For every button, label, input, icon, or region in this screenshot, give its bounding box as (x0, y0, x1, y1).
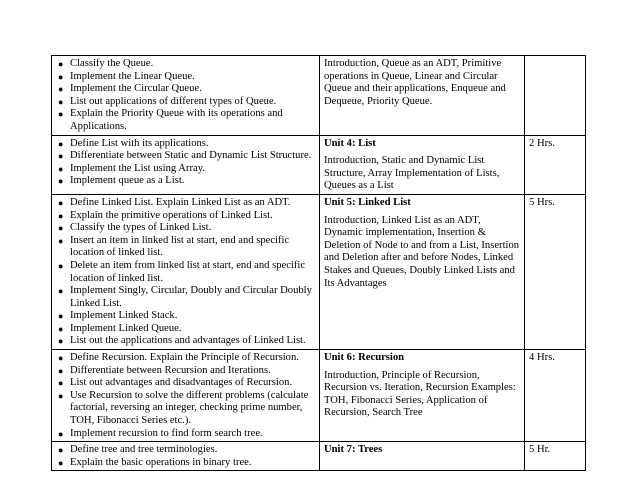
bullet-icon: ● (58, 311, 64, 322)
bullet-icon: ● (58, 428, 64, 439)
bullet-icon: ● (58, 365, 64, 376)
bullet-icon: ● (58, 336, 64, 347)
objectives-cell (52, 350, 320, 442)
objective-text: Define List with its applications. (70, 137, 209, 149)
objective-text: Implement recursion to find form search tree. (70, 427, 263, 439)
unit-content: Introduction, Linked List as an ADT, Dynamic implementation, Insertion & Deletion of Node to and from a List, Insertion and Deletion after and before Nodes, Linked Stakes and Queues, Doubly Linked Lists and Its Advantages (324, 214, 520, 289)
objectives-list (56, 58, 315, 134)
objectives-list (56, 138, 315, 188)
objective-text: Implement Linked Queue. (70, 322, 182, 334)
list-item (56, 323, 315, 336)
objective-text: Classify the types of Linked List. (70, 222, 212, 234)
table-row (52, 442, 586, 471)
list-item (56, 58, 315, 71)
list-item (56, 108, 315, 133)
list-item (56, 71, 315, 84)
objective-text: Define Recursion. Explain the Principle of Recursion. (70, 352, 299, 364)
list-item (56, 96, 315, 109)
bullet-icon: ● (58, 353, 64, 364)
unit-hours: 2 Hrs. (529, 137, 555, 149)
objective-text: Implement Singly, Circular, Doubly and Circular Doubly Linked List. (70, 285, 312, 309)
table-row (52, 56, 586, 136)
bullet-icon: ● (58, 260, 64, 271)
unit-hours: 5 Hr. (529, 444, 551, 456)
unit-content: Introduction, Queue as an ADT, Primitive operations in Queue, Linear and Circular Queue and their applications, Enqueue and Dequeue, Priority Queue. (324, 58, 506, 107)
bullet-icon: ● (58, 197, 64, 208)
syllabus-table (51, 55, 586, 471)
unit-content: Introduction, Principle of Recursion, Recursion vs. Iteration, Recursion Examples: TOH, Fibonacci Series, Application of Recursion, Search Tree (324, 369, 516, 419)
bullet-icon: ● (58, 96, 64, 107)
objectives-cell (52, 135, 320, 194)
bullet-icon: ● (58, 59, 64, 69)
objective-text: List out applications of different types of Queue. (70, 95, 277, 107)
syllabus-body (52, 56, 586, 471)
list-item (56, 310, 315, 323)
objectives-cell (52, 442, 320, 471)
bullet-icon: ● (58, 84, 64, 95)
content-cell (320, 350, 525, 442)
objective-text: Implement Linked Stack. (70, 310, 178, 322)
list-item (56, 138, 315, 151)
list-item (56, 222, 315, 235)
bullet-icon: ● (58, 223, 64, 234)
objective-text: List out the applications and advantages of Linked List. (70, 335, 306, 347)
list-item (56, 352, 315, 365)
bullet-icon: ● (58, 445, 64, 456)
content-cell (320, 194, 525, 349)
objective-text: Classify the Queue. (70, 58, 154, 69)
table-row (52, 350, 586, 442)
bullet-icon: ● (58, 71, 64, 82)
unit-content: Introduction, Static and Dynamic List Structure, Array Implementation of Lists, Queues as a List (324, 155, 500, 192)
content-cell (320, 442, 525, 471)
list-item (56, 150, 315, 163)
unit-hours: 5 Hrs. (529, 196, 555, 208)
list-item (56, 83, 315, 96)
objectives-cell (52, 56, 320, 136)
table-row (52, 135, 586, 194)
content-cell (320, 135, 525, 194)
bullet-icon: ● (58, 210, 64, 221)
list-item (56, 197, 315, 210)
hours-cell (525, 442, 586, 471)
bullet-icon: ● (58, 109, 64, 120)
bullet-icon: ● (58, 457, 64, 468)
hours-cell (525, 350, 586, 442)
objective-text: Implement the Circular Queue. (70, 83, 202, 95)
bullet-icon: ● (58, 138, 64, 149)
unit-title: Unit 7: Trees (324, 444, 383, 456)
objective-text: Explain the primitive operations of Linked List. (70, 209, 273, 221)
list-item (56, 260, 315, 285)
hours-cell (525, 56, 586, 136)
list-item (56, 428, 315, 441)
list-item (56, 163, 315, 176)
unit-title: Unit 5: Linked List (324, 196, 411, 208)
objectives-list (56, 352, 315, 440)
objectives-list (56, 444, 315, 469)
objective-text: Implement the Linear Queue. (70, 70, 195, 82)
bullet-icon: ● (58, 286, 64, 297)
list-item (56, 285, 315, 310)
list-item (56, 377, 315, 390)
objective-text: Delete an item from linked list at start, end and specific location of linked list. (70, 259, 306, 284)
unit-title: Unit 4: List (324, 137, 376, 149)
objective-text: Explain the Priority Queue with its operations and Applications. (70, 108, 283, 132)
objective-text: Differentiate between Static and Dynamic List Structure. (70, 150, 312, 162)
bullet-icon: ● (58, 176, 64, 187)
bullet-icon: ● (58, 235, 64, 246)
bullet-icon: ● (58, 151, 64, 162)
objective-text: List out advantages and disadvantages of Recursion. (70, 377, 293, 389)
objectives-cell (52, 194, 320, 349)
bullet-icon: ● (58, 163, 64, 174)
objective-text: Define Linked List. Explain Linked List as an ADT. (70, 196, 291, 208)
hours-cell (525, 194, 586, 349)
objective-text: Insert an item in linked list at start, end and specific location of linked list. (70, 234, 290, 259)
list-item (56, 390, 315, 428)
unit-title: Unit 6: Recursion (324, 352, 405, 364)
list-item (56, 175, 315, 188)
hours-cell (525, 135, 586, 194)
list-item (56, 210, 315, 223)
objectives-list (56, 197, 315, 348)
bullet-icon: ● (58, 390, 64, 401)
bullet-icon: ● (58, 378, 64, 389)
objective-text: Differentiate between Recursion and Iterations. (70, 364, 271, 376)
objective-text: Implement queue as a List. (70, 175, 185, 187)
list-item (56, 365, 315, 378)
content-cell (320, 56, 525, 136)
list-item (56, 457, 315, 470)
list-item (56, 235, 315, 260)
objective-text: Define tree and tree terminologies. (70, 444, 218, 456)
objective-text: Explain the basic operations in binary tree. (70, 456, 252, 468)
bullet-icon: ● (58, 323, 64, 334)
list-item (56, 444, 315, 457)
list-item (56, 335, 315, 348)
unit-hours: 4 Hrs. (529, 352, 555, 364)
table-row (52, 194, 586, 349)
objective-text: Implement the List using Array. (70, 162, 205, 174)
objective-text: Use Recursion to solve the different problems (calculate factorial, reversing an integer, checking prime number, TOH, Fibonacci Series etc.). (70, 389, 309, 427)
